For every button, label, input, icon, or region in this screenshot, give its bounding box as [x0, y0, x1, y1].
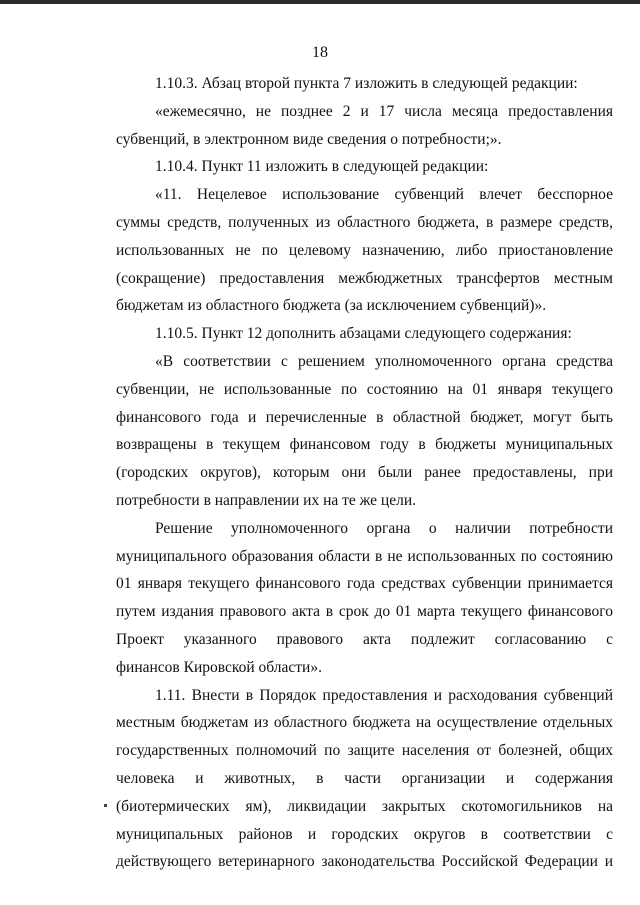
- paragraph-1-10-5: [116, 320, 613, 348]
- text-line: использованных не по целевому назначению, либо приостановление: [116, 241, 613, 259]
- text-line: действующего ветеринарного законодательства Российской Федерации и: [116, 853, 613, 871]
- text-line: Проект указанного правового акта подлежит согласованию с: [116, 630, 613, 648]
- text-line: суммы средств, полученных из областного бюджета, в размере средств,: [116, 213, 613, 231]
- text-line: (биотермических ям), ликвидации закрытых скотомогильников на: [116, 797, 613, 815]
- paragraph-quote-monthly: [116, 98, 613, 154]
- text-line: субвенций, в электронном виде сведения о потребности;».: [116, 130, 502, 148]
- text-line: 1.10.4. Пункт 11 изложить в следующей редакции:: [155, 158, 489, 176]
- text-line: «В соответствии с решением уполномоченного органа средства: [155, 352, 613, 370]
- page-number: 18: [312, 44, 328, 61]
- text-line: «ежемесячно, не позднее 2 и 17 числа месяца предоставления: [155, 102, 613, 120]
- text-line: бюджетам из областного бюджета (за исключением субвенций)».: [116, 297, 547, 315]
- document-body: [116, 70, 613, 876]
- text-line: путем издания правового акта в срок до 01 марта текущего финансового: [116, 603, 613, 621]
- text-line: государственных полномочий по защите населения от болезней, общих: [116, 742, 613, 760]
- text-line: 1.10.5. Пункт 12 дополнить абзацами следующего содержания:: [155, 325, 572, 343]
- text-line: местным бюджетам из областного бюджета на осуществление отдельных: [116, 714, 613, 732]
- text-line: возвращены в текущем финансовом году в бюджеты муниципальных: [116, 436, 613, 454]
- text-line: (сокращение) предоставления межбюджетных трансфертов местным: [116, 269, 613, 287]
- text-line: финансов Кировской области».: [116, 658, 322, 676]
- text-line: Решение уполномоченного органа о наличии потребности: [155, 519, 613, 537]
- paragraph-decision-need: [116, 515, 613, 682]
- text-line: (городских округов), которым они были ранее предоставлены, при: [116, 464, 613, 482]
- text-line: 01 января текущего финансового года средствах субвенции принимается: [116, 575, 613, 593]
- paragraph-1-11: [116, 682, 613, 877]
- text-line: муниципальных районов и городских округов в соответствии с: [116, 825, 613, 843]
- text-line: «11. Нецелевое использование субвенций влечет бесспорное: [155, 186, 613, 204]
- paragraph-1-10-3: [116, 70, 613, 98]
- text-line: финансового года и перечисленные в областной бюджет, могут быть: [116, 408, 613, 426]
- text-line: потребности в направлении их на те же цели.: [116, 491, 416, 509]
- paragraph-quote-item-11: [116, 181, 613, 320]
- paragraph-quote-decision: [116, 348, 613, 515]
- text-line: муниципального образования области в не использованных по состоянию: [116, 547, 613, 565]
- margin-mark: [104, 804, 107, 807]
- top-border-line: [0, 0, 640, 4]
- text-line: человека и животных, в части организации и содержания: [116, 769, 613, 787]
- text-line: 1.11. Внести в Порядок предоставления и расходования субвенций: [155, 686, 613, 704]
- text-line: 1.10.3. Абзац второй пункта 7 изложить в следующей редакции:: [155, 75, 578, 92]
- text-line: субвенции, не использованные по состоянию на 01 января текущего: [116, 380, 613, 398]
- paragraph-1-10-4: [116, 153, 613, 181]
